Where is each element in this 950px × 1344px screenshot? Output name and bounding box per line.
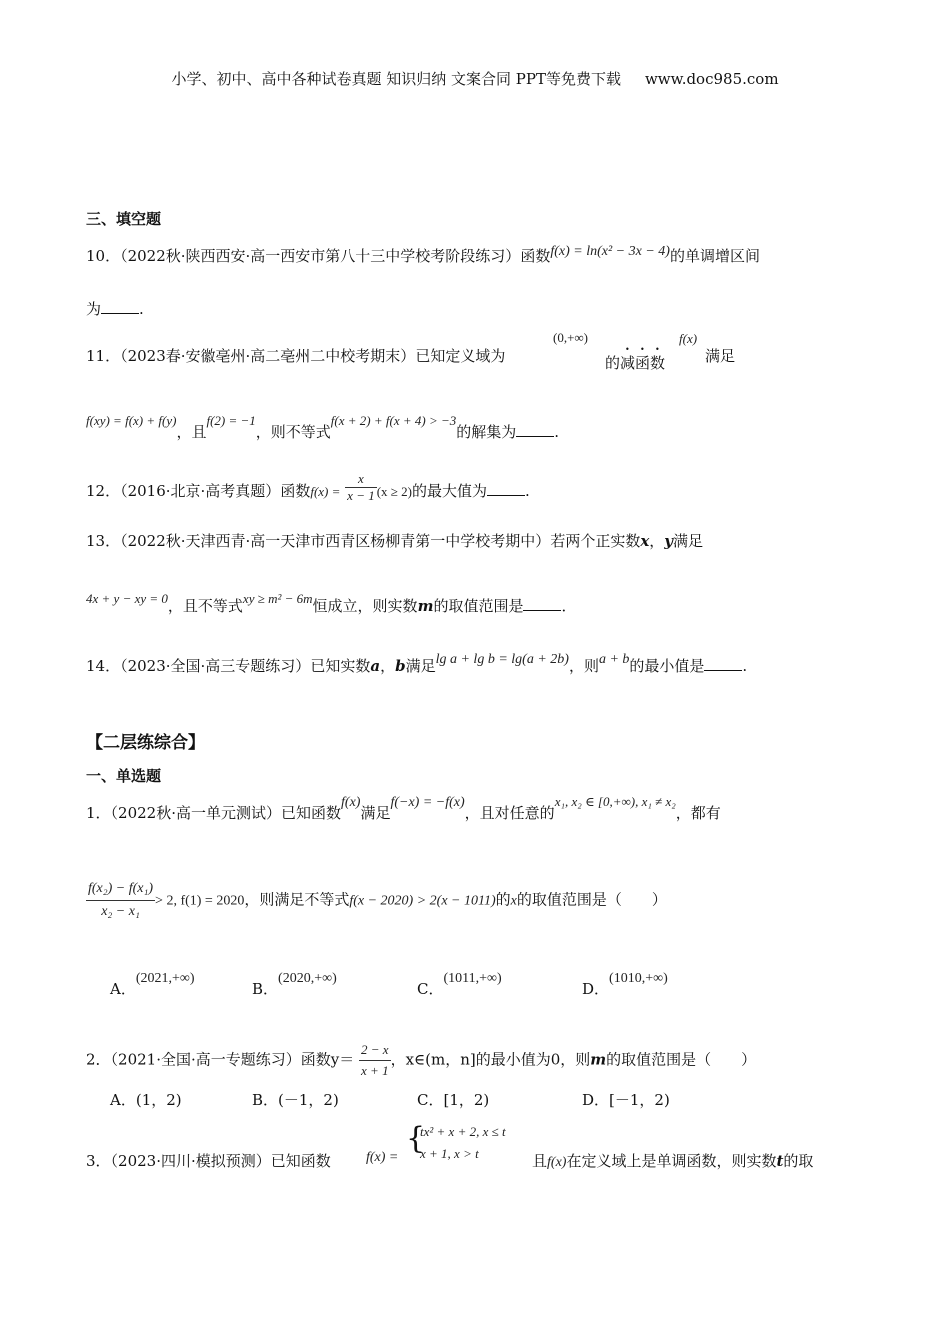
text: 函数 [520,247,551,265]
text: 恒成立，则实数 [312,597,418,615]
fraction-numerator: x [345,471,377,488]
question-13-line2 [86,591,577,618]
formula-fx: f(x) [679,331,698,346]
text: 满足 [360,804,391,822]
option-label: D． [582,980,610,998]
formula: > 2, f(1) = 2020 [155,893,245,909]
text: . [742,657,748,675]
question-number: 14． [86,657,121,675]
text: ，且 [176,423,207,441]
question-number: 11． [86,347,121,365]
text: 在定义域上是单调函数，则实数 [566,1152,777,1170]
text: 满足 [673,532,704,550]
fraction-numerator: 2 − x [359,1040,391,1061]
variable: y [664,532,674,550]
variable: m [590,1050,607,1069]
formula: f(x) [547,1155,567,1170]
variable: x [510,893,517,909]
question-11-line2 [86,413,560,444]
option-label: C． [417,1091,444,1109]
question-10 [86,245,760,269]
formula: f(2) = −1 [206,413,256,428]
fraction-denominator: x₂ − x₁ [101,904,140,919]
text: 函数 [280,482,311,500]
question-number: 2． [86,1050,111,1069]
formula: lg a + lg b = lg(a + 2b) [435,652,569,667]
fraction [359,1040,391,1081]
question-source: （2022秋·天津西青·高一天津市西青区杨柳青第一中学校考期中） [120,532,551,550]
option-value: (－1，2) [278,1091,339,1109]
formula-condition: (x ≥ 2) [376,484,413,499]
text: ， [380,657,396,675]
option-label: A． [110,1091,136,1109]
formula-domain: (0,+∞) [553,330,589,345]
option-value: [1，2) [443,1091,490,1109]
formula: f(x − 2020) > 2(x − 1011) [349,893,496,909]
option-b[interactable] [252,1089,339,1111]
text: 的最小值是 [629,657,705,675]
fraction-denominator: x + 1 [361,1063,389,1078]
text: . [525,482,530,500]
text: 已知函数 [281,804,342,822]
question-11 [86,345,505,367]
text: 的单调增区间 [669,247,760,265]
layer-title: 【二层练综合】 [86,733,205,753]
section-title-single: 一、单选题 [86,767,162,785]
question-14 [86,652,748,679]
choice-question-1-line2 [86,878,667,923]
formula-lhs: f(x) = [310,484,341,499]
emphasized-text: 减函数 [620,354,666,372]
variable: x [640,532,650,550]
choice-question-2 [86,1040,756,1081]
question-12 [86,470,530,504]
text: ，x∈(m，n]的最小值为0，则 [390,1050,591,1069]
variable: a [370,657,381,675]
piecewise-case-1: tx² + x + 2, x ≤ t [420,1124,506,1139]
question-number: 3． [86,1152,111,1170]
variable: m [417,597,434,615]
text: 的取值范围是 [433,597,524,615]
fraction [345,471,377,504]
text: ，且不等式 [167,597,243,615]
question-number: 10． [86,247,121,265]
choice-question-1 [86,794,721,826]
option-label: B． [252,1091,279,1109]
text: 已知实数 [310,657,371,675]
text: 的解集为 [456,423,517,441]
question-10-line2 [86,298,144,320]
text: 的 [495,890,511,909]
answer-blank [704,655,742,671]
text: 已知函数 [270,1152,331,1170]
text: 为 [86,300,102,318]
question-source: （2023·四川·模拟预测） [110,1152,271,1170]
formula-lhs: f(x) = [366,1150,399,1165]
text: . [554,423,560,441]
text: 的取 [783,1152,814,1170]
fraction-denominator: x − 1 [347,487,375,503]
variable: b [395,657,406,675]
formula: f(x + 2) + f(x + 4) > −3 [330,413,457,428]
option-value: (1011,+∞) [443,971,502,986]
question-source: （2021·全国·高一专题练习） [110,1050,301,1069]
option-a[interactable] [110,1089,182,1111]
formula: f(x) = ln(x² − 3x − 4) [550,244,670,259]
question-source: （2022秋·高一单元测试） [110,804,281,822]
piecewise-brace: { [406,1121,426,1156]
option-value: (2021,+∞) [135,971,195,986]
text: 函数y＝ [300,1050,355,1069]
text: ，都有 [675,804,721,822]
formula: f(xy) = f(x) + f(y) [86,413,177,428]
question-number: 12． [86,482,121,500]
text: 满足 [405,657,436,675]
formula: x₁, x₂ ∈ [0,+∞), x₁ ≠ x₂ [554,794,676,809]
formula: xy ≥ m² − 6m [242,591,313,606]
page-header [0,68,950,89]
text: ，则不等式 [255,423,331,441]
option-label: A． [110,980,136,998]
header-site-link[interactable]: www.doc985.com [644,70,779,88]
fraction [86,878,155,923]
question-source: （2016·北京·高考真题） [120,482,281,500]
option-d[interactable] [582,1089,670,1111]
text: . [139,300,144,318]
answer-blank [523,595,561,611]
text: 满足 [705,347,736,365]
text: ，且对任意的 [464,804,555,822]
option-b[interactable] [252,971,337,1002]
header-text: 小学、初中、高中各种试卷真题 知识归纳 文案合同 PPT等免费下载 [171,70,621,88]
choice-question-3-cont [532,1150,813,1174]
text: 且 [532,1152,548,1170]
question-13 [86,530,703,552]
option-label: C． [417,980,444,998]
option-label: D． [582,1091,610,1109]
option-value: (2020,+∞) [278,971,337,986]
text: 若两个正实数 [550,532,641,550]
answer-blank [101,298,139,314]
choice-question-3 [86,1150,331,1172]
question-source: （2023春·安徽亳州·高二亳州二中校考期末） [120,347,416,365]
option-label: B． [252,980,279,998]
option-a[interactable] [110,971,195,1002]
formula: f(−x) = −f(x) [390,795,465,810]
variable: t [776,1152,784,1170]
question-source: （2023·全国·高三专题练习） [120,657,311,675]
option-c[interactable] [417,971,502,1002]
piecewise-case-2: x + 1, x > t [420,1146,479,1161]
answer-blank [487,480,525,496]
option-d[interactable] [582,971,668,1002]
formula: 4x + y − xy = 0 [86,591,168,606]
option-c[interactable] [417,1089,489,1111]
answer-blank [516,421,554,437]
formula: f(x) [341,795,361,810]
question-number: 13． [86,532,121,550]
question-11-cont [605,345,665,374]
option-value: (1010,+∞) [609,971,668,986]
option-value: [－1，2) [609,1091,670,1109]
question-source: （2022秋·陕西西安·高一西安市第八十三中学校考阶段练习） [120,247,521,265]
text: 已知定义域为 [415,347,506,365]
option-value: (1，2) [135,1091,182,1109]
text: 的最大值为 [412,482,488,500]
text: 的 [605,354,621,372]
text: ，则 [568,657,599,675]
text: ． [561,597,577,615]
question-number: 1． [86,804,111,822]
section-title-fill: 三、填空题 [86,210,162,228]
text: ， [649,532,665,550]
formula: a + b [598,652,630,667]
text: 的取值范围是（ ） [516,890,667,909]
fraction-numerator: f(x₂) − f(x₁) [86,878,155,901]
text: 的取值范围是（ ） [606,1050,757,1069]
text: ，则满足不等式 [244,890,350,909]
